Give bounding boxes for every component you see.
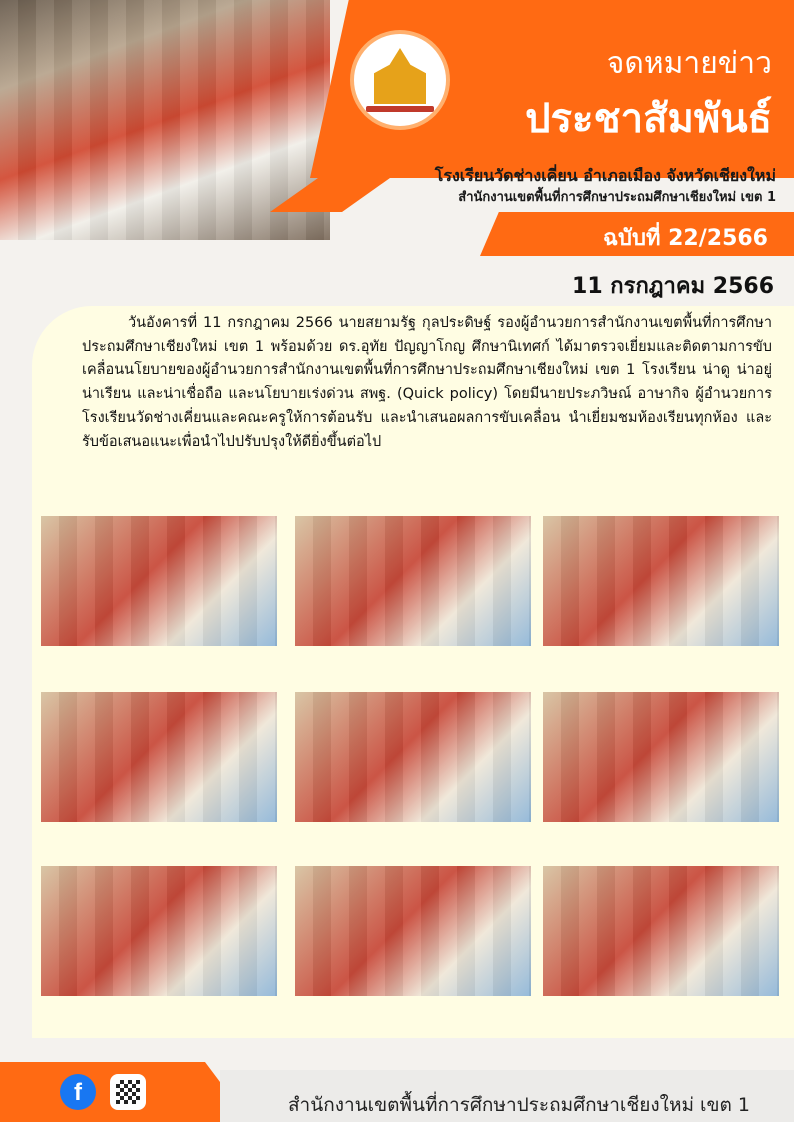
gallery-photo xyxy=(41,516,277,646)
temple-icon xyxy=(374,48,426,104)
gallery-photo xyxy=(41,866,277,996)
gallery-photo xyxy=(295,692,531,822)
gallery-photo xyxy=(543,692,779,822)
gallery-photo xyxy=(295,516,531,646)
gallery-photo xyxy=(543,516,779,646)
gallery-photo xyxy=(295,866,531,996)
gallery-photo xyxy=(41,692,277,822)
footer-office-name: สำนักงานเขตพื้นที่การศึกษาประถมศึกษาเชียงใหม่ เขต 1 xyxy=(287,1094,750,1116)
school-logo xyxy=(354,34,446,126)
newsletter-title: จดหมายข่าว xyxy=(606,46,772,81)
facebook-icon[interactable]: f xyxy=(60,1074,96,1110)
newsletter-subtitle: ประชาสัมพันธ์ xyxy=(525,96,772,142)
news-body: วันอังคารที่ 11 กรกฎาคม 2566 นายสยามรัฐ กุลประดิษฐ์ รองผู้อำนวยการสำนักงานเขตพื้นที่การศึกษาประถมศึกษาเชียงใหม่ เขต 1 พร้อมด้วย ดร.อุทัย ปัญญาโกญ ศึกษานิเทศก์ ได้มาตรวจเยี่ยมและติดตามการขับเคลื่อนนโยบายของผู้อำนวยการสำนักงานเขตพื้นที่การศึกษาประถมศึกษาเชียงใหม่ เขต 1 โรงเรียน น่าดู น่าอยู่ น่าเรียน และน่าเชื่อถือ และนโยบายเร่งด่วน สพฐ. (Quick policy) โดยมีนายประภวิษณ์ อาษากิจ ผู้อำนวยการโรงเรียนวัดช่างเคี่ยนและคณะครูให้การต้อนรับ และนำเสนอผลการขับเคลื่อน นำเยี่ยมชมห้องเรียนทุกห้อง และรับข้อเสนอแนะเพื่อนำไปปรับปรุงให้ดียิ่งขึ้นต่อไป xyxy=(82,315,772,450)
issue-number: ฉบับที่ 22/2566 xyxy=(603,226,768,251)
issue-date: 11 กรกฎาคม 2566 xyxy=(572,274,774,299)
school-name: โรงเรียนวัดช่างเคี่ยน อำเภอเมือง จังหวัดเชียงใหม่ xyxy=(434,166,776,185)
header-photo xyxy=(0,0,330,240)
logo-banner xyxy=(366,106,434,112)
qr-code-icon[interactable] xyxy=(110,1074,146,1110)
office-name: สำนักงานเขตพื้นที่การศึกษาประถมศึกษาเชียงใหม่ เขต 1 xyxy=(458,190,776,205)
gallery-photo xyxy=(543,866,779,996)
qr-pattern xyxy=(116,1080,140,1104)
